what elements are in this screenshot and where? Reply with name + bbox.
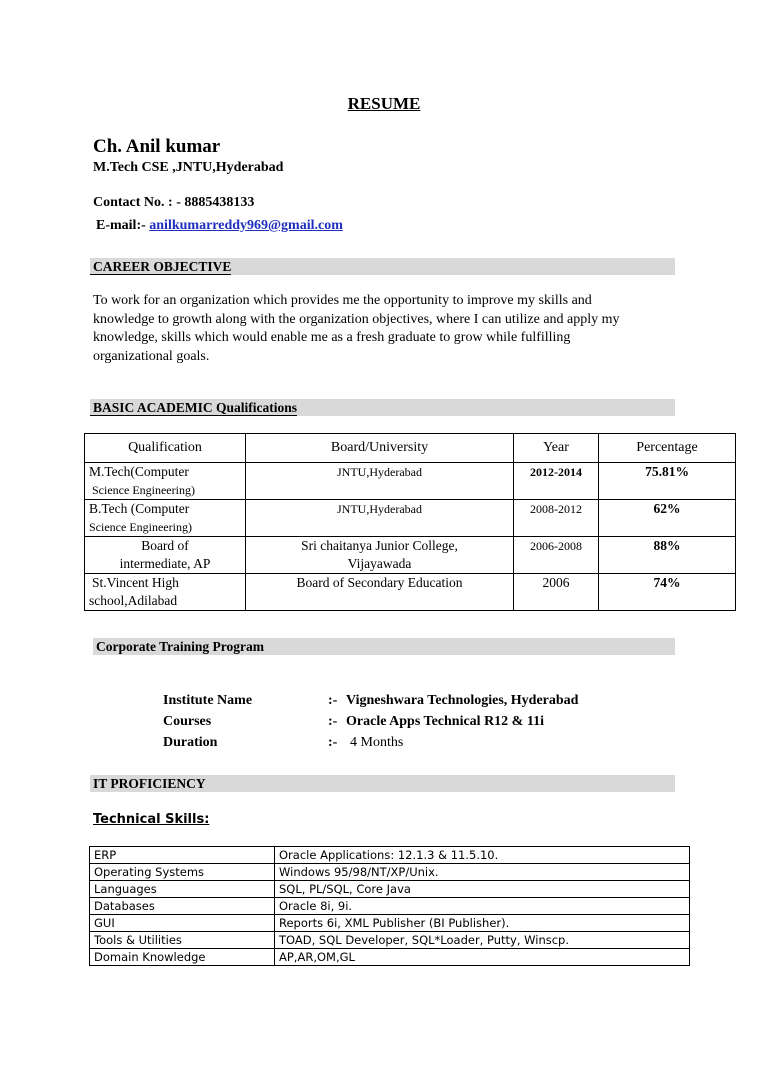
percentage-cell: 88% — [599, 537, 736, 574]
qualification-cell: M.Tech(Computer Science Engineering) — [85, 463, 246, 500]
skill-category: GUI — [90, 915, 275, 932]
skill-value: Oracle Applications: 12.1.3 & 11.5.10. — [275, 847, 690, 864]
training-label: Courses — [163, 714, 212, 729]
skill-value: AP,AR,OM,GL — [275, 949, 690, 966]
candidate-degree: M.Tech CSE ,JNTU,Hyderabad — [93, 160, 284, 175]
table-row — [90, 932, 690, 949]
email-line — [96, 218, 343, 234]
training-label: Institute Name — [163, 693, 253, 708]
academic-heading: BASIC ACADEMIC Qualifications — [90, 399, 675, 416]
table-row — [90, 915, 690, 932]
header-percentage: Percentage — [599, 434, 736, 463]
skill-category: ERP — [90, 847, 275, 864]
skill-category: Operating Systems — [90, 864, 275, 881]
table-row — [90, 847, 690, 864]
career-objective-heading: CAREER OBJECTIVE — [90, 258, 675, 275]
training-value: Oracle Apps Technical R12 & 11i — [346, 714, 544, 729]
skill-value: Windows 95/98/NT/XP/Unix. — [275, 864, 690, 881]
table-row — [90, 864, 690, 881]
contact-number: Contact No. : - 8885438133 — [93, 195, 255, 210]
academic-table — [84, 433, 736, 611]
board-cell: Board of Secondary Education — [246, 574, 514, 611]
year-cell: 2012-2014 — [514, 463, 599, 500]
table-row — [85, 463, 736, 500]
technical-skills-heading: Technical Skills: — [93, 812, 210, 827]
skill-category: Domain Knowledge — [90, 949, 275, 966]
table-row — [90, 898, 690, 915]
email-label: E-mail:- — [96, 218, 146, 233]
percentage-cell: 74% — [599, 574, 736, 611]
training-separator: :- — [328, 735, 338, 750]
training-separator: :- — [328, 693, 338, 708]
board-cell: Sri chaitanya Junior College, Vijayawada — [246, 537, 514, 574]
header-board: Board/University — [246, 434, 514, 463]
table-row — [85, 500, 736, 537]
table-header-row — [85, 434, 736, 463]
resume-title: RESUME — [347, 94, 421, 113]
board-cell: JNTU,Hyderabad — [246, 463, 514, 500]
training-heading: Corporate Training Program — [93, 638, 675, 655]
percentage-cell: 62% — [599, 500, 736, 537]
table-row — [90, 949, 690, 966]
skill-value: SQL, PL/SQL, Core Java — [275, 881, 690, 898]
qualification-cell: St.Vincent High school,Adilabad — [85, 574, 246, 611]
email-link[interactable]: anilkumarreddy969@gmail.com — [149, 218, 343, 233]
training-value: 4 Months — [350, 735, 404, 750]
career-objective-text: To work for an organization which provides me the opportunity to improve my skills and knowledge to growth along with the organization objectives, where I can utilize and apply my knowledge, skills which would enable me as a fresh graduate to grow while fulfilling organizational goals. — [93, 293, 620, 364]
training-value: Vigneshwara Technologies, Hyderabad — [346, 693, 579, 708]
skill-value: Oracle 8i, 9i. — [275, 898, 690, 915]
qualification-cell: B.Tech (Computer Science Engineering) — [85, 500, 246, 537]
training-separator: :- — [328, 714, 338, 729]
skill-category: Tools & Utilities — [90, 932, 275, 949]
percentage-cell: 75.81% — [599, 463, 736, 500]
year-cell: 2006-2008 — [514, 537, 599, 574]
header-year: Year — [514, 434, 599, 463]
skill-value: Reports 6i, XML Publisher (BI Publisher). — [275, 915, 690, 932]
skills-table — [89, 846, 690, 966]
skill-value: TOAD, SQL Developer, SQL*Loader, Putty, Winscp. — [275, 932, 690, 949]
year-cell: 2006 — [514, 574, 599, 611]
table-row — [85, 537, 736, 574]
candidate-name: Ch. Anil kumar — [93, 136, 221, 157]
header-qualification: Qualification — [85, 434, 246, 463]
table-row — [90, 881, 690, 898]
board-cell: JNTU,Hyderabad — [246, 500, 514, 537]
qualification-cell: Board of intermediate, AP — [85, 537, 246, 574]
skill-category: Databases — [90, 898, 275, 915]
year-cell: 2008-2012 — [514, 500, 599, 537]
table-row — [85, 574, 736, 611]
skill-category: Languages — [90, 881, 275, 898]
training-label: Duration — [163, 735, 218, 750]
it-proficiency-heading: IT PROFICIENCY — [90, 775, 675, 792]
